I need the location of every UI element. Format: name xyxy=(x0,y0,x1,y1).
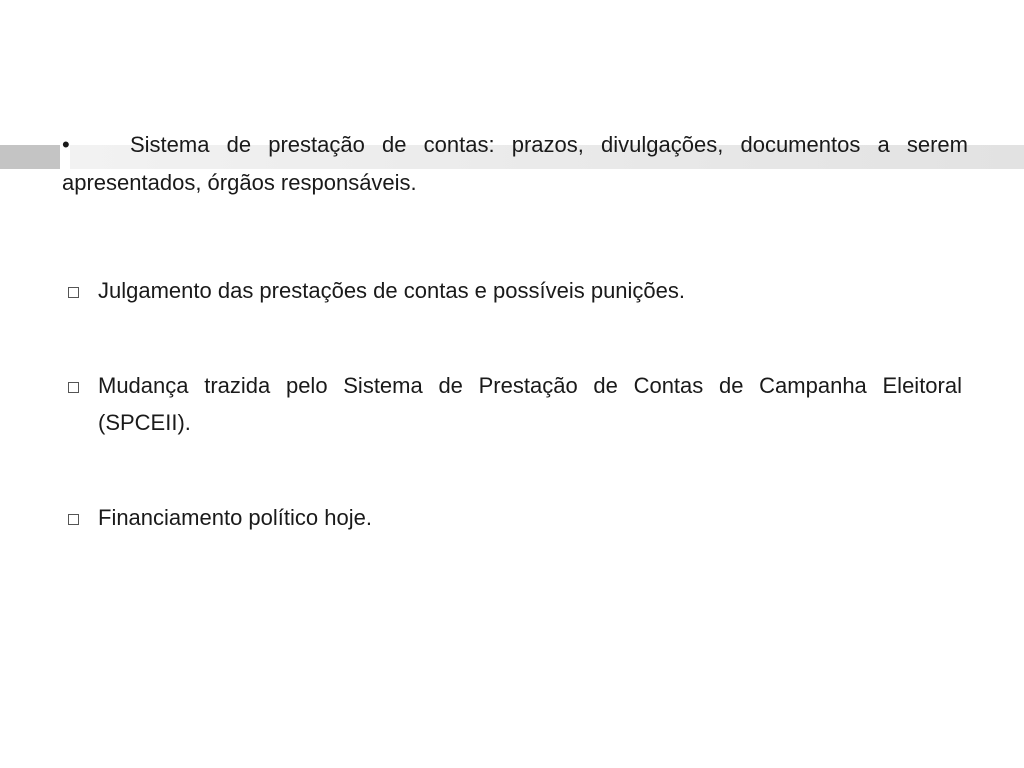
list-item xyxy=(62,272,962,309)
list-item xyxy=(62,499,962,536)
header-text: Sistema de prestação de contas: prazos, divulgações, documentos a serem apresentados, órgãos responsáveis. xyxy=(62,132,968,195)
list-item xyxy=(62,367,962,441)
header-paragraph xyxy=(62,126,968,202)
header-bullet: • xyxy=(62,132,70,157)
square-bullet-icon xyxy=(68,287,79,298)
list-item-text: Julgamento das prestações de contas e possíveis punições. xyxy=(98,278,686,303)
square-bullet-icon xyxy=(68,514,79,525)
header-band-left xyxy=(0,145,60,169)
list-item-text: Financiamento político hoje. xyxy=(98,505,372,530)
square-bullet-icon xyxy=(68,382,79,393)
list-item-text: Mudança trazida pelo Sistema de Prestação de Contas de Campanha Eleitoral (SPCEII). xyxy=(98,373,962,435)
bullet-list xyxy=(62,272,962,536)
